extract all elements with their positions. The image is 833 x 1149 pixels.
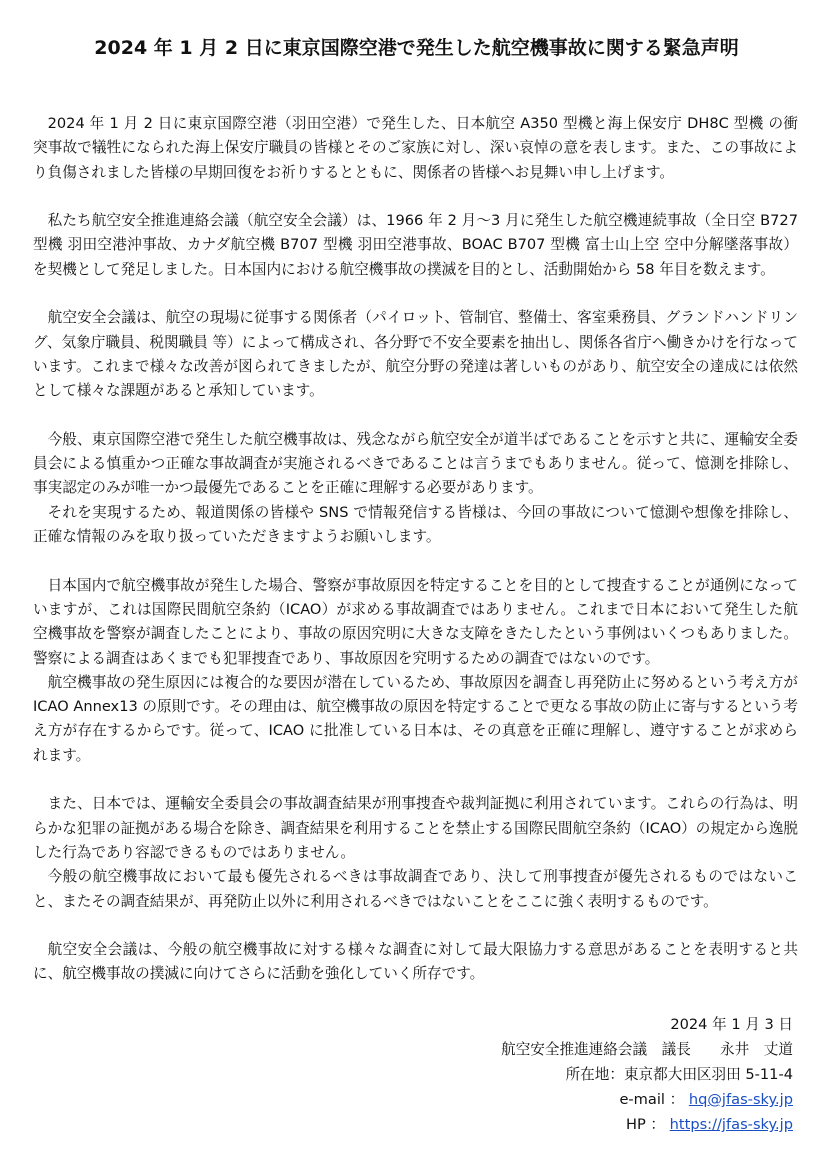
paragraph-gap bbox=[33, 185, 798, 209]
email-line bbox=[501, 1087, 793, 1112]
paragraph-gap bbox=[33, 549, 798, 573]
statement-body bbox=[33, 112, 798, 987]
chair-name: 航空安全推進連絡会議 議長 永井 丈道 bbox=[501, 1041, 793, 1058]
signature-block bbox=[501, 1012, 793, 1137]
paragraph-gap bbox=[33, 914, 798, 938]
paragraph-police: 日本国内で航空機事故が発生した場合、警察が事故原因を特定することを目的として捜査することが通例になっていますが、これは国際民間航空条約（ICAO）が求める事故調査ではありません。これまで日本において発生した航空機事故を警察が調査したことにより、事故の原因究明に大きな支障をきたしたという事例はいくつもありました。警察による調査はあくまでも犯罪捜査であり、事故原因を究明するための調査ではないのです。 bbox=[33, 576, 798, 667]
paragraph-gap bbox=[33, 768, 798, 792]
statement-title: 2024 年 1 月 2 日に東京国際空港で発生した航空機事故に関する緊急声明 bbox=[94, 37, 739, 59]
email-label: e-mail ： bbox=[619, 1091, 685, 1108]
homepage-label: HP ： bbox=[625, 1116, 665, 1133]
statement-date: 2024 年 1 月 3 日 bbox=[670, 1016, 793, 1033]
homepage-link[interactable]: https://jfas-sky.jp bbox=[669, 1116, 793, 1133]
paragraph-closing: 航空安全会議は、今般の航空機事故に対する様々な調査に対して最大限協力する意思があることを表明すると共に、航空機事故の撲滅に向けてさらに活動を強化していく所存です。 bbox=[33, 941, 798, 983]
paragraph-condolence: 2024 年 1 月 2 日に東京国際空港（羽田空港）で発生した、日本航空 A350 型機と海上保安庁 DH8C 型機 の衝突事故で犠牲になられた海上保安庁職員の皆様とそのご家族に対し、深い哀悼の意を表します。また、この事故により負傷されました皆様の早期回復をお祈りするとともに、関係者の皆様へお見舞い申し上げます。 bbox=[33, 115, 798, 181]
homepage-line bbox=[501, 1112, 793, 1137]
paragraph-priority: 今般の航空機事故において最も優先されるべきは事故調査であり、決して刑事捜査が優先されるものではないこと、またその調査結果が、再発防止以外に利用されるべきではないことをここに強く表明するものです。 bbox=[33, 868, 798, 910]
address: 所在地：東京都大田区羽田 5-11-4 bbox=[565, 1066, 793, 1083]
paragraph-gap bbox=[33, 282, 798, 306]
paragraph-gap bbox=[33, 404, 798, 428]
paragraph-icao-annex13: 航空機事故の発生原因には複合的な要因が潜在しているため、事故原因を調査し再発防止に努めるという考え方が ICAO Annex13 の原則です。その理由は、航空機事故の原因を特定することで更なる事故の防止に寄与するという考え方が存在するからです。従って、ICAO に批准している日本は、その真意を正確に理解し、遵守することが求められます。 bbox=[33, 673, 798, 764]
paragraph-evidence: また、日本では、運輸安全委員会の事故調査結果が刑事捜査や裁判証拠に利用されています。これらの行為は、明らかな犯罪の証拠がある場合を除き、調査結果を利用することを禁止する国際民間航空条約（ICAO）の規定から逸脱した行為であり容認できるものではありません。 bbox=[33, 795, 798, 861]
paragraph-accident: 今般、東京国際空港で発生した航空機事故は、残念ながら航空安全が道半ばであることを示すと共に、運輸安全委員会による慎重かつ正確な事故調査が実施されるべきであることは言うまでもありません。従って、憶測を排除し、事実認定のみが唯一かつ最優先であることを正確に理解する必要があります。 bbox=[33, 430, 798, 497]
email-link[interactable]: hq@jfas-sky.jp bbox=[688, 1091, 793, 1108]
paragraph-members: 航空安全会議は、航空の現場に従事する関係者（パイロット、管制官、整備士、客室乗務員、グランドハンドリング、気象庁職員、税関職員 等）によって構成され、各分野で不安全要素を抽出し、関係各省庁へ働きかけを行なっています。これまで様々な改善が図られてきましたが、航空分野の発達は著しいものがあり、航空安全の達成には依然として様々な課題があると承知しています。 bbox=[33, 309, 798, 400]
paragraph-organization: 私たち航空安全推進連絡会議（航空安全会議）は、1966 年 2 月〜3 月に発生した航空機連続事故（全日空 B727 型機 羽田空港沖事故、カナダ航空機 B707 型機 羽田空港事故、BOAC B707 型機 富士山上空 空中分解墜落事故）を契機として発足しました。日本国内における航空機事故の撲滅を目的とし、活動開始から 58 年目を数えます。 bbox=[33, 212, 798, 278]
paragraph-media-request: それを実現するため、報道関係の皆様や SNS で情報発信する皆様は、今回の事故について憶測や想像を排除し、正確な情報のみを取り扱っていただきますようお願いします。 bbox=[33, 503, 798, 546]
